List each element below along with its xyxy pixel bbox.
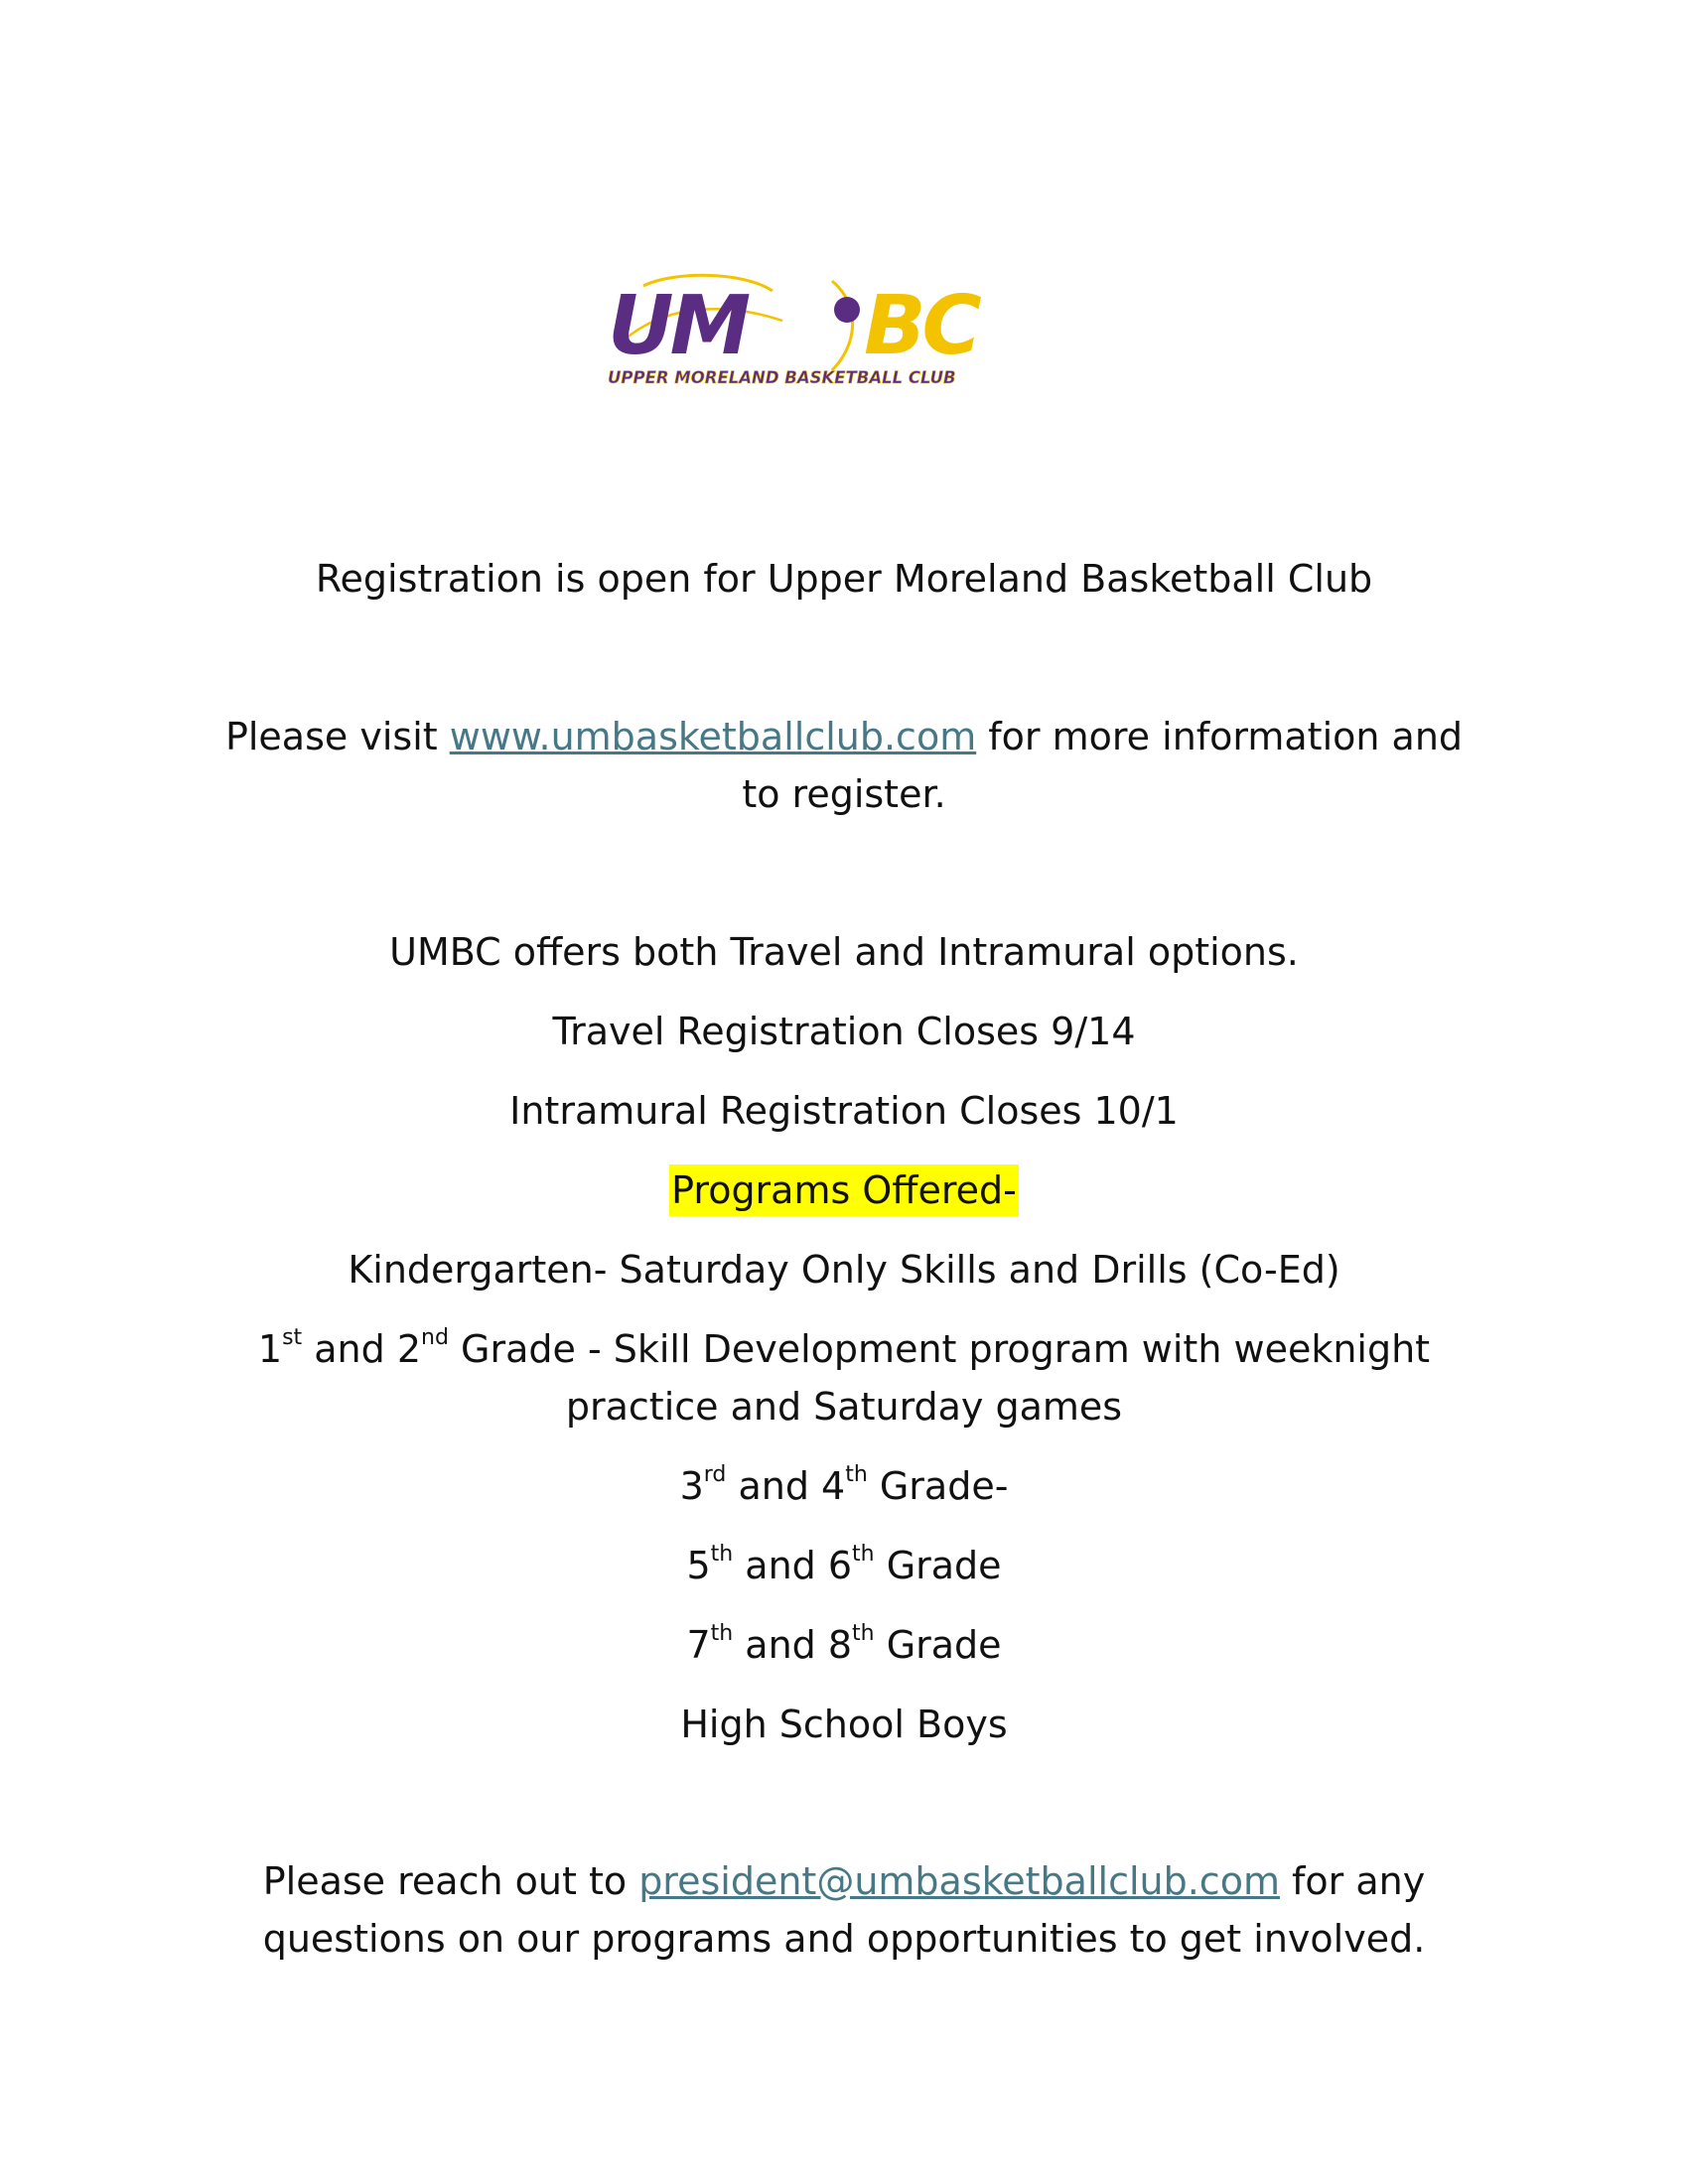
visit-line-2: to register. [742,772,946,816]
ordinal-suffix: th [852,1542,875,1568]
logo-letters-bc: BC [864,279,978,373]
contact-line-1 [179,1852,1509,1910]
contact-suffix: for any [1279,1859,1426,1903]
program-grade-1-2-line-1 [179,1320,1509,1378]
program-text: Grade - Skill Development program with weeknight [448,1327,1431,1371]
program-text: Grade [874,1623,1002,1667]
program-text: and 2 [302,1327,422,1371]
ordinal-suffix: rd [703,1462,727,1488]
ordinal-number: 1 [257,1327,283,1371]
ordinal-suffix: st [282,1325,303,1351]
president-email-link[interactable]: president@umbasketballclub.com [638,1859,1280,1903]
basketball-seam-right [832,281,853,370]
program-grade-5-6 [179,1537,1509,1594]
visit-line-1 [179,708,1509,765]
visit-suffix: for more information and [976,715,1464,758]
logo-letters-um: UM [608,279,748,373]
ordinal-suffix: th [710,1542,734,1568]
programs-heading-line [179,1161,1509,1219]
website-link[interactable]: www.umbasketballclub.com [449,715,977,758]
program-grade-1-2-line-2: practice and Saturday games [565,1385,1123,1429]
contact-prefix: Please reach out to [262,1859,639,1903]
intramural-close-line: Intramural Registration Closes 10/1 [509,1089,1179,1133]
travel-close-line: Travel Registration Closes 9/14 [552,1010,1136,1053]
umbc-logo [604,266,1100,395]
program-high-school: High School Boys [680,1703,1008,1746]
ordinal-suffix: th [710,1621,734,1647]
ordinal-number: 7 [686,1623,711,1667]
ordinal-suffix: th [852,1621,875,1647]
basketball-player-icon [834,297,860,323]
program-text: and 6 [733,1544,853,1587]
program-text: and 4 [726,1464,846,1508]
logo-tagline: UPPER MORELAND BASKETBALL CLUB [608,368,956,387]
program-text: Grade- [867,1464,1009,1508]
program-grade-3-4 [179,1457,1509,1515]
program-kindergarten: Kindergarten- Saturday Only Skills and Drills (Co-Ed) [348,1248,1340,1292]
contact-line-2: questions on our programs and opportunities to get involved. [262,1917,1426,1961]
ordinal-suffix: nd [421,1325,449,1351]
program-text: and 8 [733,1623,853,1667]
visit-prefix: Please visit [224,715,450,758]
program-grade-7-8 [179,1616,1509,1674]
programs-heading: Programs Offered- [669,1164,1019,1216]
intro-line: Registration is open for Upper Moreland Basketball Club [315,557,1373,601]
ordinal-suffix: th [845,1462,868,1488]
options-line: UMBC offers both Travel and Intramural options. [389,930,1299,974]
ordinal-number: 5 [686,1544,711,1587]
program-text: Grade [874,1544,1002,1587]
ordinal-number: 3 [679,1464,704,1508]
